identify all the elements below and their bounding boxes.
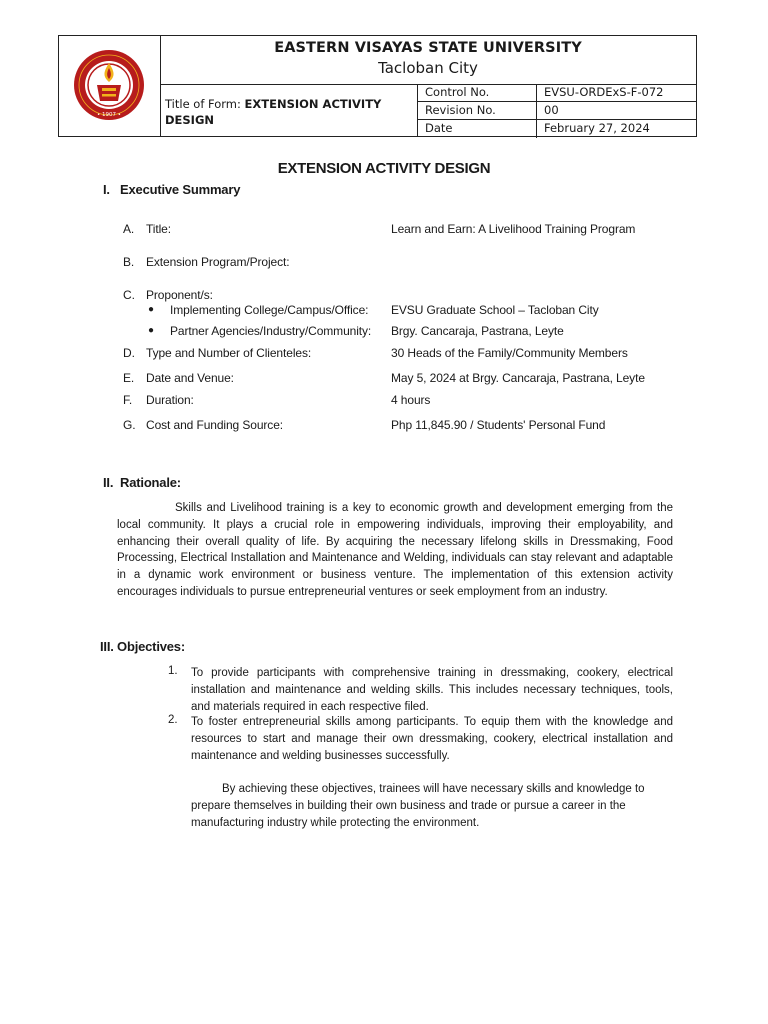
objective-number: 1.: [168, 665, 178, 677]
section-heading-objectives: III. Objectives:: [100, 639, 185, 654]
summary-letter: B.: [123, 255, 135, 269]
control-row: [417, 102, 696, 120]
form-title-cell: [160, 84, 418, 136]
university-city: Tacloban City: [378, 59, 478, 77]
svg-text:• 1907 •: • 1907 •: [97, 112, 121, 118]
closing-text: By achieving these objectives, trainees will have necessary skills and knowledge to prepare themselves in building their own business and trade or pursue a career in the manufacturing industry while protecting the environment.: [191, 783, 645, 829]
summary-letter: F.: [123, 393, 133, 407]
summary-value: May 5, 2024 at Brgy. Cancaraja, Pastrana, Leyte: [391, 371, 645, 385]
proponent-label: Partner Agencies/Industry/Community:: [170, 324, 372, 338]
university-seal-logo: [73, 49, 145, 121]
objective-number: 2.: [168, 714, 178, 726]
summary-letter: C.: [123, 288, 135, 302]
control-label: Date: [417, 120, 537, 138]
summary-label: Type and Number of Clienteles:: [146, 346, 312, 360]
objective-text: To foster entrepreneurial skills among participants. To equip them with the knowledge and resources to start and manage their own dressmaking, cookery, electrical installation and maintenance and welding businesses successfully.: [191, 716, 673, 762]
document-title: EXTENSION ACTIVITY DESIGN: [277, 160, 491, 177]
summary-label: Cost and Funding Source:: [146, 418, 284, 432]
control-value: EVSU-ORDExS-F-072: [544, 85, 664, 99]
rationale-paragraph: [117, 500, 673, 601]
proponent-value: EVSU Graduate School – Tacloban City: [391, 303, 599, 317]
logo-cell: [59, 36, 161, 136]
summary-value: 4 hours: [391, 393, 431, 407]
form-title-label: Title of Form:: [165, 97, 245, 111]
section-heading-rationale: II. Rationale:: [103, 475, 181, 490]
summary-label: Title:: [146, 222, 171, 236]
summary-label: Proponent/s:: [146, 288, 213, 302]
summary-letter: D.: [123, 346, 135, 360]
summary-value: Php 11,845.90 / Students' Personal Fund: [391, 418, 606, 432]
control-row: [417, 120, 696, 138]
control-value: 00: [544, 103, 559, 117]
document-header: [58, 35, 697, 137]
closing-paragraph: [191, 781, 661, 831]
summary-letter: E.: [123, 371, 135, 385]
university-name: EASTERN VISAYAS STATE UNIVERSITY: [274, 40, 582, 56]
summary-letter: G.: [123, 418, 136, 432]
section-heading-executive-summary: I. Executive Summary: [103, 182, 241, 197]
control-table: [417, 84, 696, 136]
university-heading: [160, 36, 696, 85]
summary-label: Duration:: [146, 393, 194, 407]
summary-label: Extension Program/Project:: [146, 255, 290, 269]
control-label: Control No.: [417, 84, 537, 101]
summary-label: Date and Venue:: [146, 371, 234, 385]
objective-text: To provide participants with comprehensive training in dressmaking, cookery, electrical installation and maintenance and welding skills. This includes necessary techniques, tools, and materials required in each respective filed.: [191, 667, 673, 713]
control-row: [417, 84, 696, 102]
proponent-value: Brgy. Cancaraja, Pastrana, Leyte: [391, 324, 564, 338]
summary-letter: A.: [123, 222, 135, 236]
proponent-label: Implementing College/Campus/Office:: [170, 303, 369, 317]
form-title-value: EXTENSION ACTIVITY DESIGN: [165, 97, 382, 127]
bullet-icon: ●: [148, 304, 155, 315]
summary-value: Learn and Earn: A Livelihood Training Program: [391, 222, 636, 236]
bullet-icon: ●: [148, 325, 155, 336]
summary-value: 30 Heads of the Family/Community Members: [391, 346, 628, 360]
rationale-text: Skills and Livelihood training is a key to economic growth and development emerging from the local community. It plays a crucial role in empowering individuals, improving their employability, and enhancing their overall quality of life. By acquiring the necessary lifelong skills in Dressmaking, Food Processing, Electrical Installation and Maintenance and Welding, individuals can stay relevant and adaptable in a dynamic work environment or business venture. The implementation of this extension activity encourages individuals to pursue entrepreneurial ventures or seek employment from an industry.: [117, 502, 673, 598]
control-value: February 27, 2024: [544, 121, 650, 135]
control-label: Revision No.: [417, 102, 537, 119]
